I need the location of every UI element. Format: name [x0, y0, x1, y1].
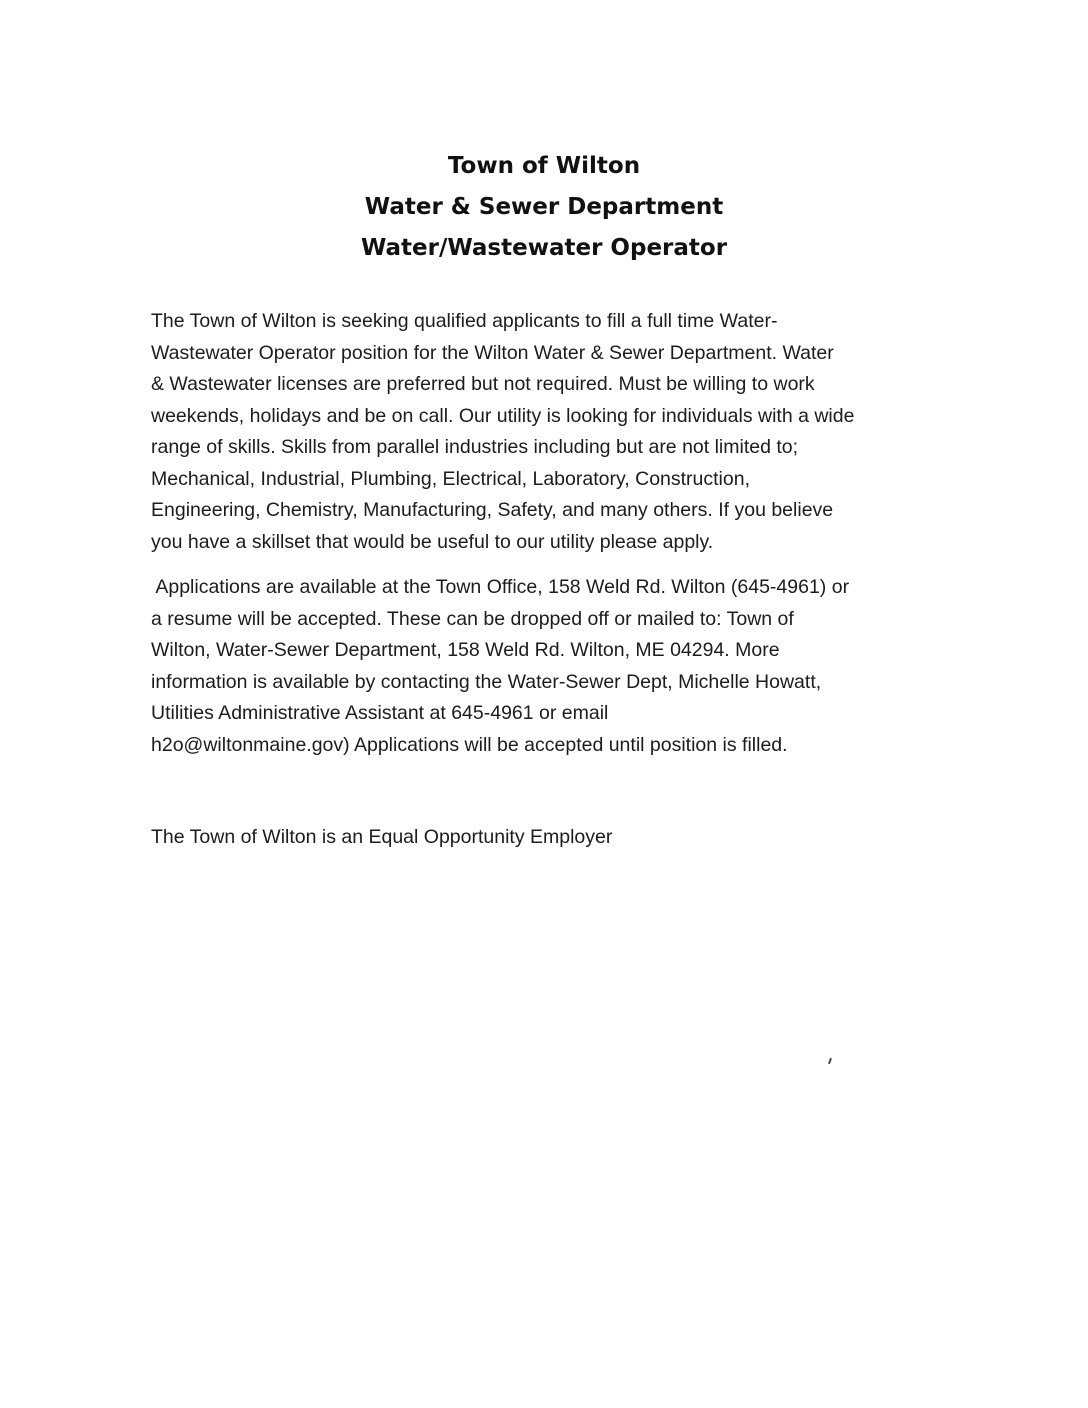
- paragraph-line: The Town of Wilton is seeking qualified applicants to fill a full time Water-: [151, 310, 778, 332]
- paragraph-line: information is available by contacting the Water-Sewer Dept, Michelle Howatt,: [151, 670, 822, 693]
- paragraph-line: you have a skillset that would be useful to our utility please apply.: [151, 530, 714, 553]
- paragraph-line: Utilities Administrative Assistant at 645-4961 or email: [151, 702, 609, 724]
- job-description-paragraph: [151, 306, 854, 558]
- paragraph-line: & Wastewater licenses are preferred but not required. Must be willing to work: [151, 373, 815, 395]
- equal-opportunity-statement: [151, 822, 612, 854]
- paragraph-line: Wastewater Operator position for the Wilton Water & Sewer Department. Water: [151, 341, 834, 364]
- heading-position-title: Water/Wastewater Operator: [360, 235, 728, 261]
- heading-department: Water & Sewer Department: [364, 194, 724, 220]
- paragraph-line: Engineering, Chemistry, Manufacturing, Safety, and many others. If you believe: [151, 499, 834, 521]
- paragraph-line: range of skills. Skills from parallel industries including but are not limited to;: [151, 436, 799, 458]
- paragraph-line: Wilton, Water-Sewer Department, 158 Weld Rd. Wilton, ME 04294. More: [151, 639, 780, 661]
- paragraph-line: Applications are available at the Town Office, 158 Weld Rd. Wilton (645-4961) or: [151, 576, 850, 598]
- paragraph-line: a resume will be accepted. These can be dropped off or mailed to: Town of: [151, 607, 794, 630]
- paragraph-line: h2o@wiltonmaine.gov) Applications will be accepted until position is filled.: [151, 733, 788, 756]
- paragraph-line: weekends, holidays and be on call. Our utility is looking for individuals with a wide: [151, 404, 855, 427]
- application-info-paragraph: [151, 572, 849, 761]
- scan-speck: [828, 1058, 832, 1064]
- paragraph-line: Mechanical, Industrial, Plumbing, Electrical, Laboratory, Construction,: [151, 467, 750, 490]
- footer-statement-line: The Town of Wilton is an Equal Opportunity Employer: [151, 826, 613, 848]
- heading-town-name: Town of Wilton: [447, 153, 641, 179]
- document-heading: [0, 146, 1088, 269]
